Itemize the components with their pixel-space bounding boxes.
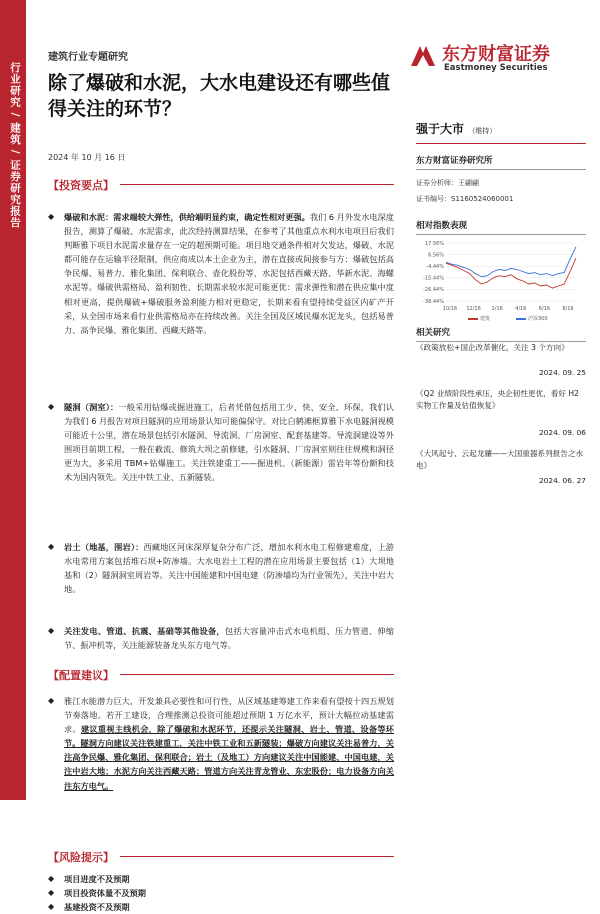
related-item[interactable]: 《大风起兮、云起龙骧——大国重器系列报告之水电》: [416, 449, 584, 470]
legend-building: 建筑: [468, 315, 490, 322]
risk-item: ◆ 项目进度不及预期: [48, 872, 394, 886]
chart-title: 相对指数表现: [416, 219, 586, 235]
diamond-bullet-icon: ◆: [48, 902, 55, 911]
config-text: 雅江水能潜力巨大，开发兼具必要性和可行性，从区域基建筹建工作来看有望按十四五规划节奏落地。若开工建设，合理推测总投资可能超过预期 1 万亿水平，预计大幅拉动基建需求。: [64, 696, 394, 735]
highlight-lead: 岩土（地基，围岩）：: [64, 542, 144, 552]
y-tick-label: -26.44%: [423, 287, 444, 294]
section-highlights: [48, 176, 394, 194]
highlight-text: 包括大容量冲击式水电机组、压力管道、伸缩节、振冲机等，关注能源装备龙头东方电气等。: [64, 626, 394, 651]
config-item: [48, 694, 394, 840]
y-tick-label: 6.56%: [428, 252, 444, 259]
brand-name-cn: 东方财富证券: [442, 44, 550, 65]
index-chart-svg: [416, 239, 586, 314]
section-risk: [48, 848, 394, 866]
right-column: [416, 120, 586, 324]
section-title: 【风险提示】: [48, 849, 120, 865]
institution: 东方财富证券研究所: [416, 154, 586, 170]
report-title: 除了爆破和水泥，大水电建设还有哪些值得关注的环节？: [48, 72, 391, 120]
rating-note: （维持）: [468, 127, 497, 135]
legend-csi300: 沪深300: [516, 315, 548, 322]
diamond-bullet-icon: ◆: [48, 212, 55, 221]
analyst-info: [416, 175, 586, 207]
risk-item: ◆ 基建投资不及预期: [48, 900, 394, 914]
diamond-bullet-icon: ◆: [48, 402, 55, 411]
diamond-bullet-icon: ◆: [48, 888, 55, 897]
brand-logo: [408, 38, 588, 78]
related-item[interactable]: 《政策放松+国企改革催化，关注 3 个方向》: [416, 343, 569, 352]
highlight-text: 一般采用钻爆或掘进施工，后者凭借包括用工少、快、安全、环保，我们认为我们 6 月报告对项目隧洞的应用场景认知可能偏保守。对比白鹤滩框算雅下水电隧洞视模可能近十公里，潜在场景包括引水隧洞、导流洞、厂房洞室、配套基建等。导流洞建设等外围项目前期工程，一般在截流、修筑大坝之前修建，引水隧洞、厂房洞室则往往规模和洞径更为大，多采用 TBM+钻爆施工。关注铁建重工——掘进机、（新能源）雷岩年等份额和技术为国内领先。关注中铁工业、五新隧装。: [64, 402, 394, 483]
y-tick-label: -4.44%: [426, 264, 444, 270]
section-title: 【配置建议】: [48, 667, 120, 683]
highlight-lead: 爆破和水泥：需求端较大弹性，供给端明显约束，确定性相对更强。: [64, 212, 310, 222]
related-title: 相关研究: [416, 326, 586, 342]
x-tick-label: 12/16: [466, 306, 481, 312]
highlight-text: 西藏地区河床深厚复杂分布广泛，增加水利水电工程修建难度，上游水电常用方案包括堆石坝+防渗墙。大水电岩土工程的潜在应用场景主要包括（1）大坝地基和（2）隧洞洞室周岩等。关注中国能建和中国电建（防渗墙均为行业领先），关注中岩大地。: [64, 542, 394, 595]
highlight-lead: 关注发电、管道、抗震、基础等其他设备，: [64, 626, 225, 636]
x-tick-label: 4/16: [515, 306, 527, 312]
x-tick-label: 2/16: [491, 306, 503, 312]
index-chart: [416, 239, 586, 324]
diamond-bullet-icon: ◆: [48, 696, 55, 705]
x-tick-label: 6/16: [538, 306, 551, 312]
x-tick-label: 8/16: [562, 306, 574, 312]
x-tick-label: 10/16: [442, 306, 458, 312]
config-emphasis: 建议重视主线机会，除了爆破和水泥环节，还提示关注隧洞、岩土、管道、设备等环节。隧洞方向建议关注铁建重工，关注中铁工业和五新隧装；爆破方向建议关注易普力，关注高争民爆、雅化集团、保利联合；岩土（及地工）方向建议关注中国能建、中国电建，关注中岩大地；水泥方向关注西藏天路；管道方向关注青龙管业、东宏股份；电力设备方向关注东方电气。: [64, 724, 394, 791]
logo-mark-icon: [408, 40, 438, 70]
main-column: [48, 176, 394, 914]
diamond-bullet-icon: ◆: [48, 626, 55, 635]
y-tick-label: -38.44%: [423, 298, 444, 305]
section-title: 【投资要点】: [48, 177, 120, 193]
report-category: 建筑行业专题研究: [48, 52, 128, 63]
diamond-bullet-icon: ◆: [48, 874, 55, 883]
highlight-text: 我们 6 月外发水电深度报告，测算了爆破、水泥需求，此次经持测算结果，在参考了其他重点水利水电项目后我们判断雅下项目水泥需求量存在一定的超预期可能。项目地交通条件相对欠发达，爆破、水泥都可能存在运输半径限制，供应商成以本土企业为主，潜在直接或间接参与方：爆破包括高争民爆、易普力、雅化集团、保利联合、壶化股份等，水泥包括西藏天路、华新水泥、海螺水泥等。爆破供需格局、盈利韧性、长期需求较水泥可能更优：需求弹性和潜在供应集中度相对更高，提供爆破+爆破服务盈利能力相对更稳定，长期来看有望持续受益区内矿产开采，从全国市场来看行业供需格局亦在持续改善。关注全国及区域民爆水泥龙头，包括易普力、高争民爆、雅化集团、西藏天路等。: [64, 212, 394, 335]
side-strip: [0, 0, 26, 800]
series-line-building: [446, 258, 576, 288]
related-date: 2024. 06. 27: [538, 476, 586, 485]
analyst-name: 证券分析师：王翩翩: [416, 179, 479, 187]
report-date: 2024 年 10 月 16 日: [48, 153, 126, 162]
side-category-text: 行业研究 / 建筑 / 证券研究报告: [9, 62, 21, 229]
related-date: 2024. 09. 06: [538, 428, 586, 437]
highlight-item: [48, 624, 394, 654]
related-date: 2024. 09. 25: [538, 368, 586, 377]
section-config: [48, 666, 394, 684]
rating: [416, 120, 586, 144]
risk-item: ◆ 项目投资体量不及预期: [48, 886, 394, 900]
y-tick-label: 17.56%: [424, 240, 444, 247]
cert-number: 证书编号：S1160524060001: [416, 195, 514, 203]
highlight-item: [48, 540, 394, 612]
highlight-lead: 隧洞（洞室）：: [64, 402, 119, 412]
related-item[interactable]: 《Q2 业绩阶段性承压，央企韧性更优，看好 H2 实物工作量及估值恢复》: [416, 389, 579, 410]
series-line-csi300: [446, 247, 576, 277]
highlight-item: [48, 210, 394, 394]
rating-label: 强于大市: [416, 122, 465, 136]
highlight-item: [48, 400, 394, 528]
diamond-bullet-icon: ◆: [48, 542, 55, 551]
brand-name-en: Eastmoney Securities: [444, 63, 548, 73]
y-tick-label: -15.44%: [423, 275, 444, 282]
